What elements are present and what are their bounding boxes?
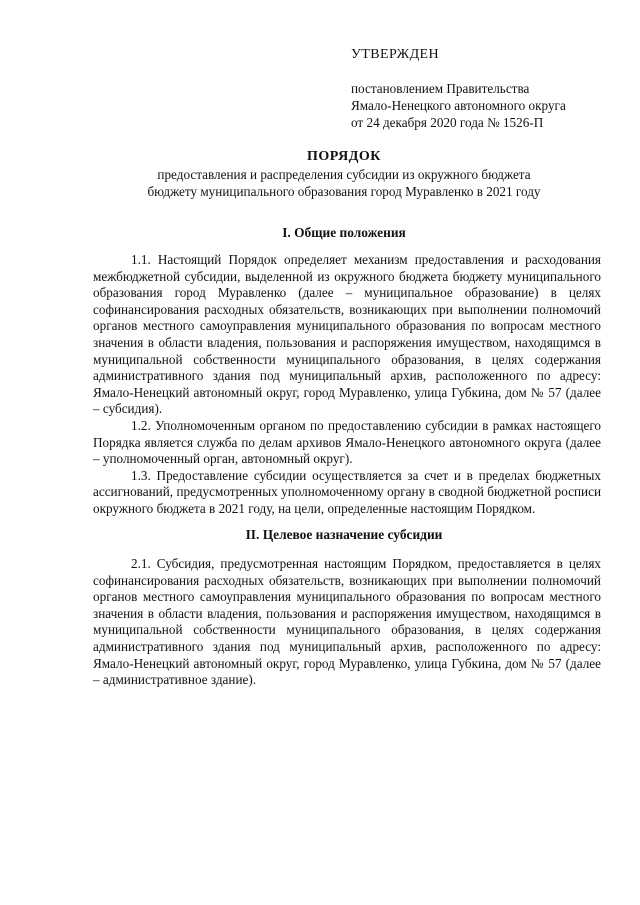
document-subtitle-line-1: предоставления и распределения субсидии из окружного бюджета bbox=[157, 167, 531, 182]
paragraph-1-3: 1.3. Предоставление субсидии осуществляется за счет и в пределах бюджетных ассигнований, предусмотренных уполномоченному органу в сводной бюджетной росписи окружного бюджета в 2021 году, на цели, определенные настоящим Порядком. bbox=[93, 467, 601, 516]
approval-stamp bbox=[351, 46, 621, 131]
section-1-body bbox=[93, 252, 601, 518]
document-title-block bbox=[60, 148, 628, 200]
section-1-heading: I. Общие положения bbox=[282, 225, 406, 240]
approval-line-2: Ямало-Ненецкого автономного округа bbox=[351, 98, 566, 113]
approval-line-3: от 24 декабря 2020 года № 1526-П bbox=[351, 115, 544, 130]
section-2-body bbox=[93, 556, 601, 689]
paragraph-1-2: 1.2. Уполномоченным органом по предоставлению субсидии в рамках настоящего Порядка является служба по делам архивов Ямало-Ненецкого автономного округа (далее – уполномоченный орган, автономный округ). bbox=[93, 417, 601, 467]
section-2-heading: II. Целевое назначение субсидии bbox=[245, 527, 443, 542]
document-subtitle-line-2: бюджету муниципального образования город Муравленко в 2021 году bbox=[147, 184, 541, 199]
document-title: ПОРЯДОК bbox=[307, 149, 381, 164]
approval-line-1: постановлением Правительства bbox=[351, 81, 530, 96]
paragraph-2-1: 2.1. Субсидия, предусмотренная настоящим Порядком, предоставляется в целях софинансирования расходных обязательств, возникающих при выполнении полномочий органов местного самоуправления муниципального образования по вопросам местного значения в области владения, пользования и распоряжения имуществом, находящимся в муниципальной собственности муниципального образования, в целях содержания административного здания под муниципальный архив, расположенного по адресу: Ямало-Ненецкий автономный округ, город Муравленко, улица Губкина, дом № 57 (далее – административное здание). bbox=[93, 556, 601, 688]
paragraph-1-1: 1.1. Настоящий Порядок определяет механизм предоставления и расходования межбюджетной субсидии, выделенной из окружного бюджета бюджету муниципального образования город Муравленко (далее – муниципальное образование) в целях софинансирования расходных обязательств, возникающих при выполнении полномочий органов местного самоуправления муниципального образования по вопросам местного значения в области владения, пользования и распоряжения имуществом, находящимся в муниципальной собственности муниципального образования, в целях содержания административного здания под муниципальный архив, расположенного по адресу: Ямало-Ненецкий автономный округ, город Муравленко, улица Губкина, дом № 57 (далее – субсидия). bbox=[93, 252, 601, 417]
approval-heading: УТВЕРЖДЕН bbox=[351, 47, 440, 62]
